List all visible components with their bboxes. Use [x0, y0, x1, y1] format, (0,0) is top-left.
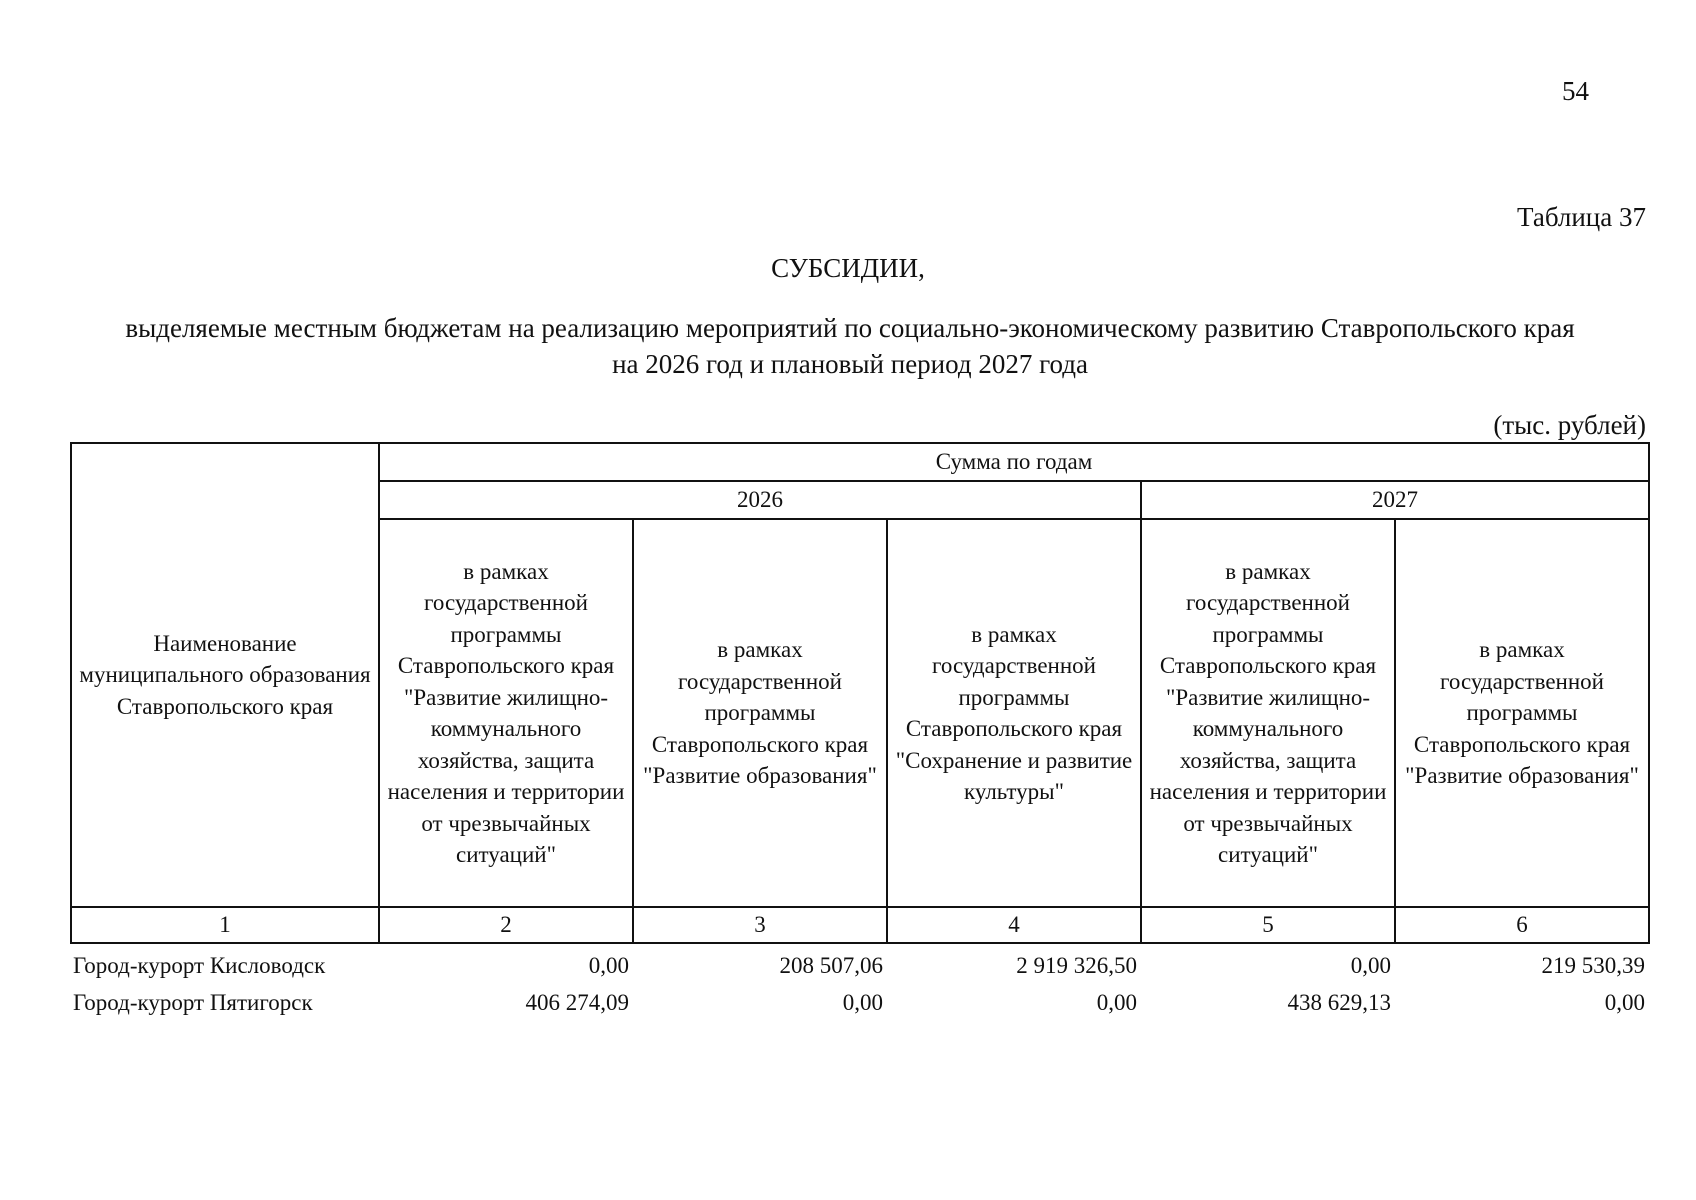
header-sum-by-years: Сумма по годам	[379, 443, 1649, 481]
table-row	[70, 947, 1648, 984]
amount-cell: 208 507,06	[779, 952, 883, 978]
amount-cell: 406 274,09	[525, 989, 629, 1015]
header-municipality-name: Наименование муниципального образования Ставропольского края	[71, 443, 379, 907]
subsidies-table-body	[70, 947, 1648, 1021]
subsidies-table-header	[70, 442, 1650, 944]
amount-cell: 438 629,13	[1287, 989, 1391, 1015]
units-label: (тыс. рублей)	[1493, 410, 1646, 440]
column-number: 6	[1395, 907, 1649, 943]
column-number: 2	[379, 907, 633, 943]
header-year-2026: 2026	[379, 481, 1141, 519]
amount-cell: 0,00	[1350, 952, 1391, 978]
header-col-6: в рамках государственной программы Ставропольского края "Развитие образования"	[1395, 519, 1649, 907]
subtitle-line-1: выделяемые местным бюджетам на реализацию мероприятий по социально-экономическому развитию Ставропольского края	[125, 313, 1575, 343]
table-row	[70, 984, 1648, 1021]
table-label: Таблица 37	[1517, 202, 1646, 232]
header-year-2027: 2027	[1141, 481, 1649, 519]
header-col-3: в рамках государственной программы Ставропольского края "Развитие образования"	[633, 519, 887, 907]
header-col-4: в рамках государственной программы Ставропольского края "Сохранение и развитие культуры"	[887, 519, 1141, 907]
header-col-5: в рамках государственной программы Ставропольского края "Развитие жилищно-коммунального хозяйства, защита населения и территории от чрезвычайных ситуаций"	[1141, 519, 1395, 907]
column-number: 5	[1141, 907, 1395, 943]
municipality-name: Город-курорт Пятигорск	[73, 989, 313, 1015]
document-subtitle	[70, 310, 1630, 382]
column-number: 1	[71, 907, 379, 943]
document-title: СУБСИДИИ,	[771, 253, 925, 283]
header-col-2: в рамках государственной программы Ставропольского края "Развитие жилищно-коммунального хозяйства, защита населения и территории от чрезвычайных ситуаций"	[379, 519, 633, 907]
amount-cell: 0,00	[842, 989, 883, 1015]
amount-cell: 2 919 326,50	[1016, 952, 1137, 978]
amount-cell: 219 530,39	[1541, 952, 1645, 978]
municipality-name: Город-курорт Кисловодск	[73, 952, 326, 978]
column-number: 3	[633, 907, 887, 943]
column-number: 4	[887, 907, 1141, 943]
amount-cell: 0,00	[1604, 989, 1645, 1015]
amount-cell: 0,00	[588, 952, 629, 978]
amount-cell: 0,00	[1096, 989, 1137, 1015]
subtitle-line-2: на 2026 год и плановый период 2027 года	[612, 349, 1088, 379]
page-number: 54	[1562, 76, 1589, 106]
